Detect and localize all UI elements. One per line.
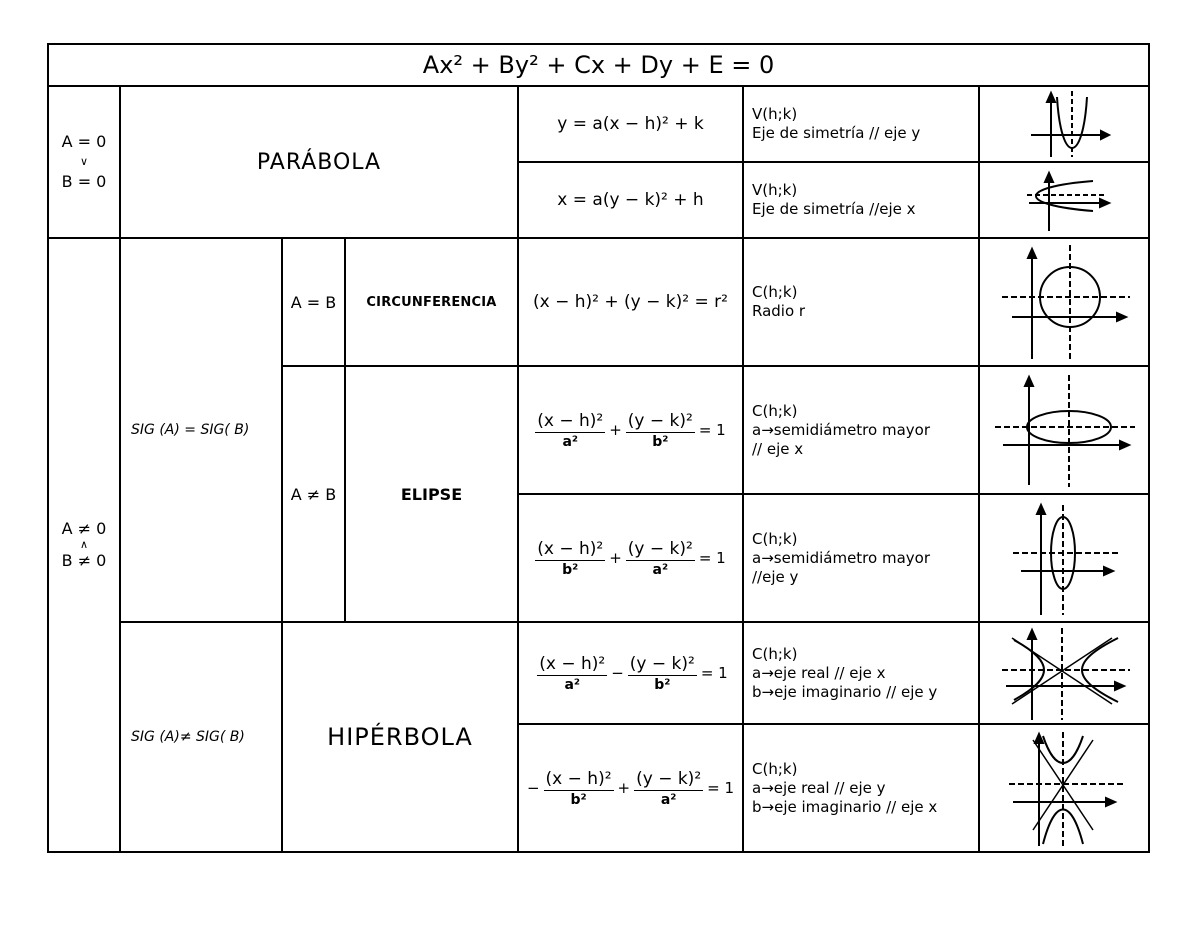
or-symbol: ∨ bbox=[79, 155, 89, 168]
vertical-hyperbola-icon bbox=[999, 726, 1129, 850]
ellipse-name: ELIPSE bbox=[345, 366, 518, 622]
same-sign-condition: SIG (A) = SIG( B) bbox=[120, 238, 282, 622]
horizontal-ellipse-icon bbox=[989, 369, 1139, 491]
vertical-parabola-icon bbox=[1009, 89, 1119, 159]
circle-props: C(h;k) Radio r bbox=[743, 238, 979, 366]
hyperbola-horizontal-equation bbox=[518, 622, 743, 724]
circle-graph bbox=[979, 238, 1149, 366]
denominator: a² bbox=[564, 676, 581, 693]
a-equals-b: A = B bbox=[282, 238, 345, 366]
general-equation-header bbox=[48, 44, 1149, 86]
rhs: = 1 bbox=[698, 549, 726, 567]
cond-a-nonzero: A ≠ 0 bbox=[61, 519, 107, 538]
fraction-2 bbox=[626, 411, 695, 450]
fraction-1 bbox=[535, 539, 605, 578]
cond-b-zero: B = 0 bbox=[61, 172, 107, 191]
parabola-horizontal-props: V(h;k) Eje de simetría //eje x bbox=[743, 162, 979, 238]
operator: + bbox=[609, 421, 622, 439]
numerator: (y − k)² bbox=[629, 653, 695, 674]
fraction-2 bbox=[626, 539, 695, 578]
denominator: a² bbox=[652, 561, 669, 578]
parabola-horizontal-equation: x = a(y − k)² + h bbox=[518, 162, 743, 238]
nonzero-condition bbox=[48, 238, 120, 852]
horizontal-hyperbola-graph bbox=[979, 622, 1149, 724]
parabola-condition bbox=[48, 86, 120, 238]
parabola-name: PARÁBOLA bbox=[120, 86, 518, 238]
cond-b-nonzero: B ≠ 0 bbox=[61, 551, 107, 570]
and-symbol: ∧ bbox=[79, 538, 89, 551]
vertical-parabola-graph bbox=[979, 86, 1149, 162]
conic-sections-table bbox=[47, 43, 1150, 853]
circle-name: CIRCUNFERENCIA bbox=[345, 238, 518, 366]
operator: + bbox=[609, 549, 622, 567]
rhs: = 1 bbox=[707, 779, 735, 797]
numerator: (x − h)² bbox=[537, 538, 604, 559]
horizontal-parabola-icon bbox=[1009, 165, 1119, 235]
fraction-1 bbox=[537, 654, 607, 693]
lead-sign: − bbox=[526, 779, 540, 797]
fraction-2 bbox=[634, 769, 703, 808]
operator: + bbox=[617, 779, 631, 797]
numerator: (x − h)² bbox=[537, 410, 604, 431]
ellipse-vertical-props: C(h;k) a→semidiámetro mayor //eje y bbox=[743, 494, 979, 622]
denominator: a² bbox=[562, 433, 579, 450]
numerator: (y − k)² bbox=[636, 768, 702, 789]
ellipse-horizontal-props: C(h;k) a→semidiámetro mayor // eje x bbox=[743, 366, 979, 494]
numerator: (y − k)² bbox=[627, 538, 693, 559]
cond-a-zero: A = 0 bbox=[61, 132, 107, 151]
horizontal-hyperbola-icon bbox=[994, 624, 1134, 722]
numerator: (x − h)² bbox=[545, 768, 612, 789]
diff-sign-condition: SIG (A)≠ SIG( B) bbox=[120, 622, 282, 852]
vertical-ellipse-graph bbox=[979, 494, 1149, 622]
fraction-1 bbox=[544, 769, 614, 808]
denominator: a² bbox=[660, 791, 677, 808]
denominator: b² bbox=[562, 561, 579, 578]
rhs: = 1 bbox=[700, 664, 728, 682]
numerator: (x − h)² bbox=[539, 653, 606, 674]
hyperbola-vertical-equation bbox=[518, 724, 743, 852]
horizontal-parabola-graph bbox=[979, 162, 1149, 238]
circle-icon bbox=[994, 241, 1134, 363]
circle-equation: (x − h)² + (y − k)² = r² bbox=[518, 238, 743, 366]
ellipse-vertical-equation bbox=[518, 494, 743, 622]
hyperbola-vertical-props: C(h;k) a→eje real // eje y b→eje imaginario // eje x bbox=[743, 724, 979, 852]
vertical-hyperbola-graph bbox=[979, 724, 1149, 852]
numerator: (y − k)² bbox=[627, 410, 693, 431]
rhs: = 1 bbox=[698, 421, 726, 439]
parabola-vertical-equation: y = a(x − h)² + k bbox=[518, 86, 743, 162]
ellipse-horizontal-equation bbox=[518, 366, 743, 494]
parabola-vertical-props: V(h;k) Eje de simetría // eje y bbox=[743, 86, 979, 162]
fraction-2 bbox=[628, 654, 697, 693]
hyperbola-name: HIPÉRBOLA bbox=[282, 622, 518, 852]
denominator: b² bbox=[570, 791, 587, 808]
a-not-equal-b: A ≠ B bbox=[282, 366, 345, 622]
hyperbola-horizontal-props: C(h;k) a→eje real // eje x b→eje imaginario // eje y bbox=[743, 622, 979, 724]
horizontal-ellipse-graph bbox=[979, 366, 1149, 494]
vertical-ellipse-icon bbox=[999, 497, 1129, 619]
fraction-1 bbox=[535, 411, 605, 450]
denominator: b² bbox=[652, 433, 669, 450]
denominator: b² bbox=[654, 676, 671, 693]
operator: − bbox=[611, 664, 624, 682]
general-equation: Ax² + By² + Cx + Dy + E = 0 bbox=[422, 51, 775, 79]
